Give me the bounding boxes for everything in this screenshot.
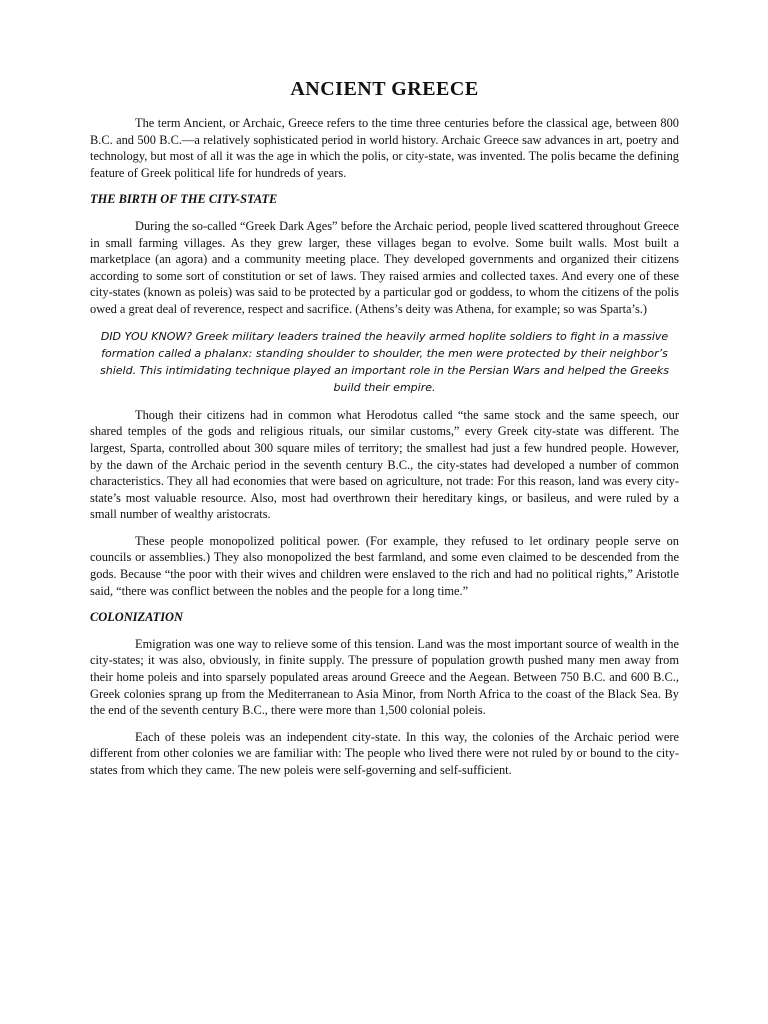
did-you-know-callout: DID YOU KNOW? Greek military leaders trained the heavily armed hoplite soldiers to fight in a massive formation called a phalanx: standing shoulder to shoulder, the men were protected by their neighbor’s shield. This intimidating technique played an important role in the Persian Wars and helped the Greeks build their empire. [100,329,669,395]
paragraph-dark-ages: During the so-called “Greek Dark Ages” before the Archaic period, people lived scattered throughout Greece in small farming villages. As they grew larger, these villages began to evolve. Some built walls. Most built a marketplace (an agora) and a community meeting place. They developed governments and organized their citizens according to some sort of constitution or set of laws. They raised armies and collected taxes. And every one of these city-states (known as poleis) was said to be protected by a particular god or goddess, to whom the citizens of the polis owed a great deal of reverence, respect and sacrifice. (Athens’s deity was Athena, for example; so was Sparta’s.) [90,218,679,316]
paragraph-independent-poleis: Each of these poleis was an independent city-state. In this way, the colonies of the Archaic period were different from other colonies we are familiar with: The people who lived there were not ruled by or bound to the city-states from which they came. The new poleis were self-governing and self-sufficient. [90,729,679,777]
paragraph-aristocrats: These people monopolized political power. (For example, they refused to let ordinary people serve on councils or assemblies.) They also monopolized the best farmland, and some even claimed to be descended from the gods. Because “the poor with their wives and children were enslaved to the rich and had no political rights,” Aristotle said, “there was conflict between the nobles and the people for a long time.” [90,533,679,598]
paragraph-herodotus: Though their citizens had in common what Herodotus called “the same stock and the same speech, our shared temples of the gods and religious rituals, our similar customs,” every Greek city-state was different. The largest, Sparta, controlled about 300 square miles of territory; the smallest had just a few hundred people. However, by the dawn of the Archaic period in the seventh century B.C., the city-states had developed a number of common characteristics. They all had economies that were based on agriculture, not trade: For this reason, land was every city-state’s most valuable resource. Also, most had overthrown their hereditary kings, or basileus, and were ruled by a small number of wealthy aristocrats. [90,407,679,522]
paragraph-emigration: Emigration was one way to relieve some of this tension. Land was the most important source of wealth in the city-states; it was also, obviously, in finite supply. The pressure of population growth pushed many men away from their home poleis and into sparsely populated areas around Greece and the Aegean. Between 750 B.C. and 600 B.C., Greek colonies sprang up from the Mediterranean to Asia Minor, from North Africa to the coast of the Black Sea. By the end of the seventh century B.C., there were more than 1,500 colonial poleis. [90,636,679,718]
intro-paragraph: The term Ancient, or Archaic, Greece refers to the time three centuries before the classical age, between 800 B.C. and 500 B.C.—a relatively sophisticated period in world history. Archaic Greece saw advances in art, poetry and technology, but most of all it was the age in which the polis, or city-state, was invented. The polis became the defining feature of Greek political life for hundreds of years. [90,116,679,180]
page-title: ANCIENT GREECE [290,78,479,100]
section-heading-colonization: COLONIZATION [90,610,183,625]
document-page [90,78,679,789]
section-heading-birth-of-city-state: THE BIRTH OF THE CITY-STATE [90,192,278,207]
